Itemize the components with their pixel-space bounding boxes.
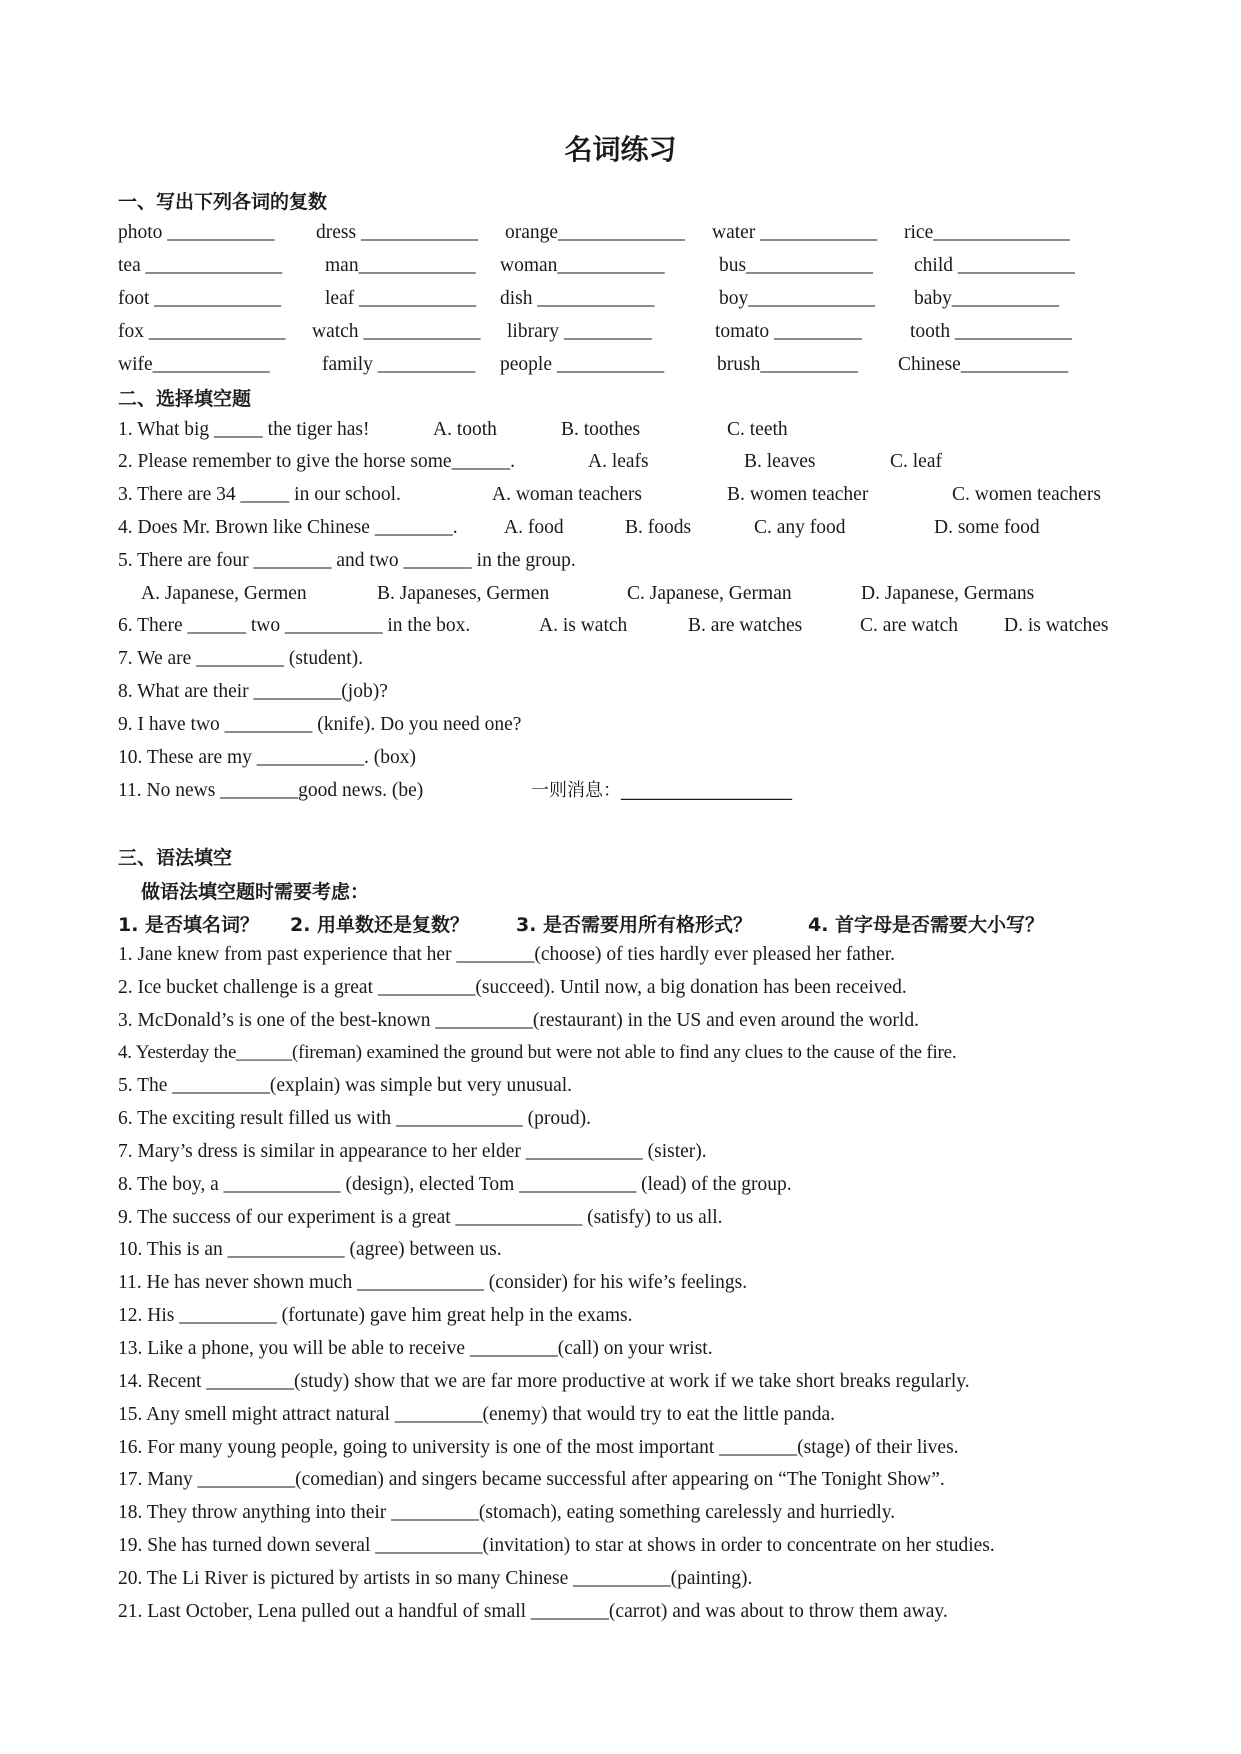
grammar-item: 2. Ice bucket challenge is a great __________(succeed). Until now, a big donation has been received. [118,977,907,998]
grammar-item: 15. Any smell might attract natural _________(enemy) that would try to eat the little panda. [118,1404,835,1425]
plural-cell: baby___________ [914,288,1060,309]
grammar-item: 18. They throw anything into their _________(stomach), eating something carelessly and hurriedly. [118,1502,896,1523]
plural-cell: dress ____________ [316,222,478,243]
tip-1: 1. 是否填名词？ [118,914,260,936]
option-c: C. Japanese, German [627,583,792,604]
option-a: A. tooth [433,419,497,440]
option-a: A. is watch [539,615,628,636]
page-title: 名词练习 [564,133,677,166]
grammar-item: 21. Last October, Lena pulled out a handful of small ________(carrot) and was about to throw them away. [118,1601,948,1622]
plural-cell: man____________ [325,255,476,276]
grammar-item: 19. She has turned down several ___________(invitation) to star at shows in order to concentrate on her studies. [118,1535,995,1556]
grammar-item: 7. Mary’s dress is similar in appearance to her elder ____________ (sister). [118,1141,707,1162]
fill-question: 9. I have two _________ (knife). Do you need one? [118,714,522,735]
option-d: D. Japanese, Germans [861,583,1035,604]
plural-cell: tooth ____________ [910,321,1072,342]
plural-cell: rice______________ [904,222,1070,243]
grammar-item: 12. His __________ (fortunate) gave him great help in the exams. [118,1305,633,1326]
fill-question: 7. We are _________ (student). [118,648,364,669]
plural-cell: tomato _________ [715,321,862,342]
option-a: A. woman teachers [492,484,642,505]
plural-cell: people ___________ [500,354,665,375]
fill-question: 11. No news ________good news. (be) [118,780,424,801]
option-c: C. any food [754,517,846,538]
section2-heading: 二、选择填空题 [118,388,252,410]
option-b: B. Japaneses, Germen [377,583,550,604]
plural-cell: watch ____________ [312,321,481,342]
option-d: D. is watches [1004,615,1109,636]
fill-question: 10. These are my ___________. (box) [118,747,417,768]
option-b: B. toothes [561,419,641,440]
option-b: B. women teacher [727,484,869,505]
grammar-item: 17. Many __________(comedian) and singers became successful after appearing on “The Tonight Show”. [118,1469,945,1490]
grammar-item: 1. Jane knew from past experience that her ________(choose) of ties hardly ever pleased her father. [118,944,895,965]
plural-cell: child ____________ [914,255,1075,276]
section3-note: 做语法填空题时需要考虑： [141,881,370,903]
option-b: B. are watches [688,615,803,636]
question-stem: 3. There are 34 _____ in our school. [118,484,401,505]
plural-cell: orange_____________ [505,222,685,243]
plural-cell: foot _____________ [118,288,282,309]
grammar-item: 5. The __________(explain) was simple but very unusual. [118,1075,573,1096]
option-c: C. leaf [890,451,942,472]
question-stem: 6. There ______ two __________ in the box. [118,615,471,636]
plural-cell: boy_____________ [719,288,875,309]
plural-cell: dish ____________ [500,288,655,309]
plural-cell: Chinese___________ [898,354,1069,375]
question-stem: 5. There are four ________ and two _______ in the group. [118,550,576,571]
grammar-item: 3. McDonald’s is one of the best-known __________(restaurant) in the US and even around the world. [118,1010,919,1031]
option-a: A. food [504,517,564,538]
plural-cell: library _________ [507,321,652,342]
tip-2: 2. 用单数还是复数？ [290,914,470,936]
grammar-item: 14. Recent _________(study) show that we are far more productive at work if we take short breaks regularly. [118,1371,970,1392]
option-a: A. Japanese, Germen [141,583,307,604]
grammar-item: 4. Yesterday the______(fireman) examined the ground but were not able to find any clues to the cause of the fire. [118,1042,957,1063]
grammar-item: 6. The exciting result filled us with _____________ (proud). [118,1108,591,1129]
grammar-item: 9. The success of our experiment is a great _____________ (satisfy) to us all. [118,1207,723,1228]
plural-cell: bus_____________ [719,255,873,276]
section3-heading: 三、语法填空 [118,847,233,869]
fill-question: 8. What are their _________(job)? [118,681,388,702]
grammar-item: 8. The boy, a ____________ (design), elected Tom ____________ (lead) of the group. [118,1174,792,1195]
plural-cell: photo ___________ [118,222,275,243]
grammar-item: 16. For many young people, going to university is one of the most important ________(stage) of their lives. [118,1437,959,1458]
tip-3: 3. 是否需要用所有格形式？ [516,914,753,936]
question-stem: 4. Does Mr. Brown like Chinese ________. [118,517,458,538]
option-c: C. women teachers [952,484,1101,505]
question-stem: 2. Please remember to give the horse some______. [118,451,515,472]
plural-cell: leaf ____________ [325,288,477,309]
tip-4: 4. 首字母是否需要大小写？ [808,914,1045,936]
plural-cell: fox ______________ [118,321,286,342]
option-c: C. teeth [727,419,788,440]
grammar-item: 20. The Li River is pictured by artists in so many Chinese __________(painting). [118,1568,753,1589]
option-b: B. leaves [744,451,816,472]
plural-cell: brush__________ [717,354,858,375]
plural-cell: wife____________ [118,354,270,375]
option-a: A. leafs [588,451,649,472]
grammar-item: 11. He has never shown much _____________ (consider) for his wife’s feelings. [118,1272,748,1293]
grammar-item: 10. This is an ____________ (agree) between us. [118,1239,502,1260]
option-d: D. some food [934,517,1040,538]
plural-cell: woman___________ [500,255,665,276]
plural-cell: tea ______________ [118,255,283,276]
option-b: B. foods [625,517,692,538]
grammar-item: 13. Like a phone, you will be able to receive _________(call) on your wrist. [118,1338,713,1359]
plural-cell: family __________ [322,354,476,375]
plural-cell: water ____________ [712,222,878,243]
option-c: C. are watch [860,615,958,636]
section1-heading: 一、写出下列各词的复数 [118,191,328,213]
message-blank: 一则消息：___________________ [531,780,792,801]
question-stem: 1. What big _____ the tiger has! [118,419,370,440]
